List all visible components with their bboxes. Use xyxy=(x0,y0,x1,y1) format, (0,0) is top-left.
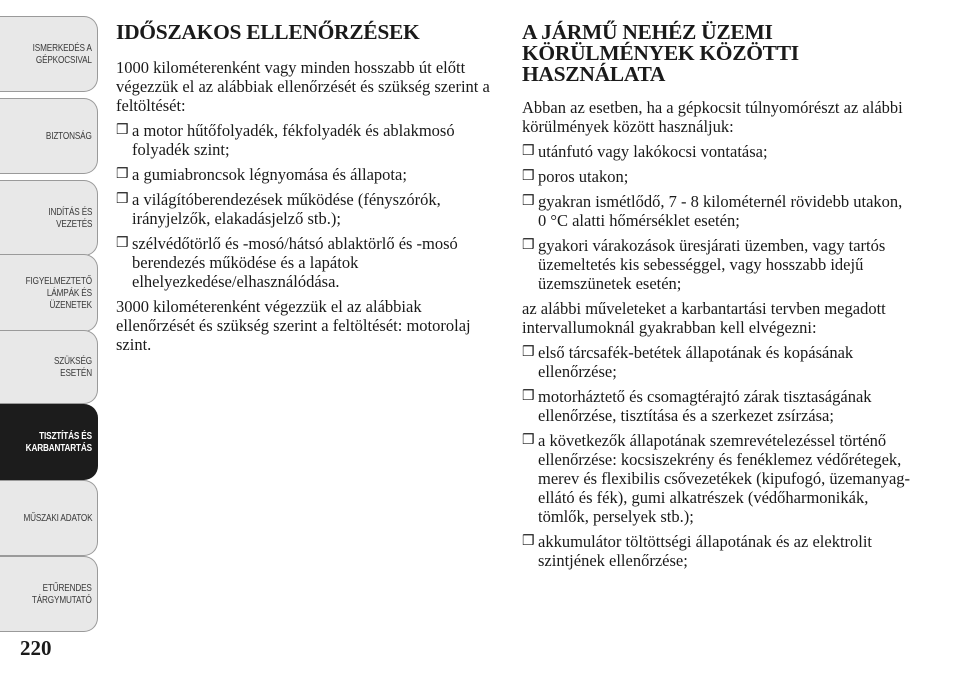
checkbox-bullet-icon: ❒ xyxy=(522,194,535,209)
tab-label: SZÜKSÉG ESETÉN xyxy=(53,355,92,379)
list-item-text: a motor hűtőfolyadék, fékfolyadék és ablakmosó folyadék szint; xyxy=(132,121,455,159)
list-item xyxy=(522,167,912,186)
tab-getting-to-know[interactable] xyxy=(0,16,98,92)
list-item xyxy=(522,431,912,526)
outro-paragraph: 3000 kilométerenként végezzük el az alábbiak ellenőrzését és szükség szerint a feltöltését: motorolaj szint. xyxy=(116,297,471,354)
checkbox-bullet-icon: ❒ xyxy=(522,238,535,253)
checkbox-bullet-icon: ❒ xyxy=(522,144,535,159)
list-item-text: gyakori várakozások üresjárati üzemben, vagy tartós üzemeltetés kis sebességgel, vagy hosszabb idejű üzemszünetek esetén; xyxy=(538,236,886,293)
intro-paragraph: Abban az esetben, ha a gépkocsit túlnyomórészt az alábbi körülmények között használjuk: xyxy=(522,98,903,136)
tab-label: FIGYELMEZTETŐ LÁMPÁK ÉS ÜZENETEK xyxy=(25,275,92,311)
checkbox-bullet-icon: ❒ xyxy=(116,123,129,138)
checkbox-bullet-icon: ❒ xyxy=(116,167,129,182)
tab-warning-lights[interactable] xyxy=(0,254,98,332)
list-item-text: a gumiabroncsok légnyomása és állapota; xyxy=(132,165,407,184)
list-item-text: gyakran ismétlődő, 7 - 8 kilométernél rövidebb utakon, 0 °C alatti hőmérséklet esetén; xyxy=(538,192,903,230)
list-item xyxy=(522,387,912,425)
intro-paragraph: 1000 kilométerenként vagy minden hosszabb út előtt végezzük el az alábbiak ellenőrzését és szükség szerint a feltöltését: xyxy=(116,58,490,115)
left-column xyxy=(116,22,496,360)
tab-safety[interactable] xyxy=(0,98,98,174)
section-title-severe-conditions: A JÁRMŰ NEHÉZ ÜZEMI KÖRÜLMÉNYEK KÖZÖTTI HASZNÁLATA xyxy=(522,20,799,86)
list-item xyxy=(522,343,912,381)
checkbox-bullet-icon: ❒ xyxy=(116,236,129,251)
middle-paragraph: az alábbi műveleteket a karbantartási tervben megadott intervallumoknál gyakrabban kell elvégezni: xyxy=(522,299,886,337)
checkbox-bullet-icon: ❒ xyxy=(116,192,129,207)
list-item xyxy=(522,532,912,570)
list-item-text: a következők állapotának szemrevételezéssel történő ellenőrzése: kocsiszekrény és fenéklemez védőrétegek, merev és flexibilis csővezetékek (kipufogó, üzemanyag-ellátó és fék), gumi alkatrészek (védőharmonikák, tömlők, perselyek stb.); xyxy=(538,431,911,526)
list-item xyxy=(522,236,912,293)
tab-technical-data[interactable] xyxy=(0,480,98,556)
page-number: 220 xyxy=(20,636,52,660)
tab-cleaning-maintenance[interactable] xyxy=(0,404,98,480)
checkbox-bullet-icon: ❒ xyxy=(522,169,535,184)
list-item-text: első tárcsafék-betétek állapotának és kopásának ellenőrzése; xyxy=(538,343,854,381)
checkbox-bullet-icon: ❒ xyxy=(522,345,535,360)
list-item xyxy=(116,165,496,184)
tab-label: BIZTONSÁG xyxy=(46,130,92,142)
list-item xyxy=(116,190,496,228)
list-item-text: poros utakon; xyxy=(538,167,629,186)
list-item-text: utánfutó vagy lakókocsi vontatása; xyxy=(538,142,768,161)
list-item-text: szélvédőtörlő és -mosó/hátsó ablaktörlő és -mosó berendezés működése és a lapátok elhelyezkedése/elhasználódása. xyxy=(132,234,458,291)
tab-label: ISMERKEDÉS A GÉPKOCSIVAL xyxy=(32,42,92,66)
right-column xyxy=(522,22,912,576)
list-item-text: akkumulátor töltöttségi állapotának és az elektrolit szintjének ellenőrzése; xyxy=(538,532,873,570)
tab-label: TISZTÍTÁS ÉS KARBANTARTÁS xyxy=(25,430,92,454)
tab-index[interactable] xyxy=(0,556,98,632)
tab-label: MŰSZAKI ADATOK xyxy=(23,512,92,524)
list-item xyxy=(522,142,912,161)
list-item-text: motorháztető és csomagtérajtó zárak tisztaságának ellenőrzése, tisztítása és a szerkezet zsírzása; xyxy=(538,387,872,425)
checkbox-bullet-icon: ❒ xyxy=(522,534,535,549)
list-item-text: a világítóberendezések működése (fényszórók, irányjelzők, elakadásjelző stb.); xyxy=(132,190,441,228)
list-item xyxy=(522,192,912,230)
list-item xyxy=(116,234,496,291)
section-title-periodic-checks: IDŐSZAKOS ELLENŐRZÉSEK xyxy=(116,20,420,44)
tab-label: INDÍTÁS ÉS VEZETÉS xyxy=(48,206,92,230)
tab-label: ETŰRENDES TÁRGYMUTATÓ xyxy=(32,582,92,606)
tab-starting-driving[interactable] xyxy=(0,180,98,256)
tab-emergency[interactable] xyxy=(0,330,98,404)
checkbox-bullet-icon: ❒ xyxy=(522,389,535,404)
list-item xyxy=(116,121,496,159)
checkbox-bullet-icon: ❒ xyxy=(522,433,535,448)
